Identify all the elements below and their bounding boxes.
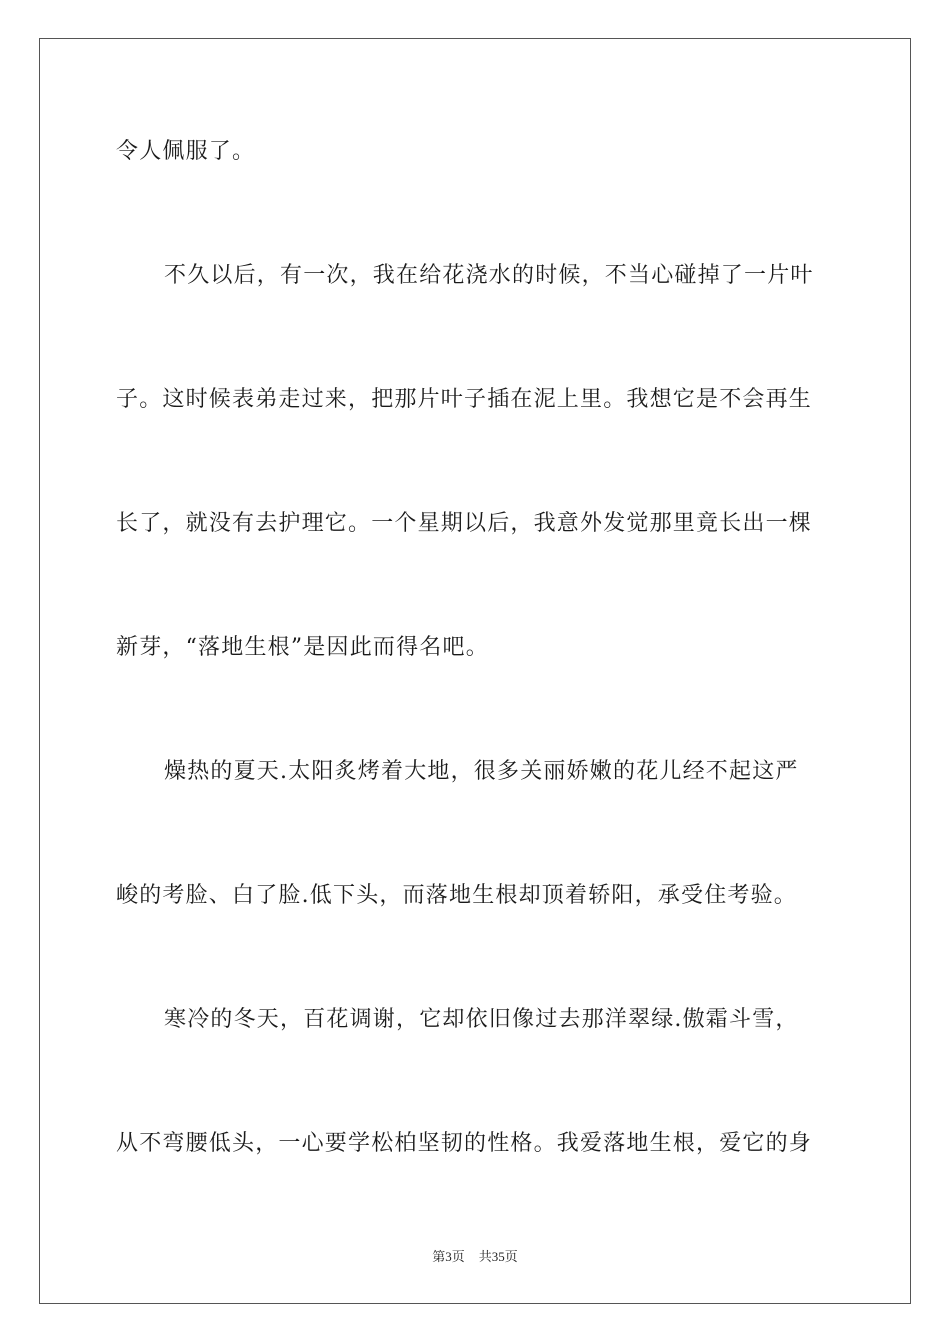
page-border bbox=[39, 38, 911, 1304]
text-line: 长了，就没有去护理它。一个星期以后，我意外发觉那里竟长出一棵 bbox=[116, 511, 813, 536]
text-line: 峻的考脸、白了脸.低下头，而落地生根却顶着轿阳，承受住考验。 bbox=[116, 883, 797, 908]
page-footer bbox=[0, 1248, 950, 1266]
text-line: 新芽，“落地生根”是因此而得名吧。 bbox=[116, 635, 489, 660]
paragraph-start-line: 不久以后，有一次，我在给花浇水的时候，不当心碰掉了一片叶 bbox=[164, 263, 814, 288]
text-line: 子。这时候表弟走过来，把那片叶子插在泥上里。我想它是不会再生 bbox=[116, 387, 813, 412]
paragraph-start-line: 寒冷的冬天，百花调谢，它却依旧像过去那洋翠绿.傲霜斗雪， bbox=[164, 1007, 799, 1032]
page-total: 共35页 bbox=[478, 1249, 518, 1264]
page-number: 第3页 bbox=[432, 1249, 465, 1264]
paragraph-start-line: 燥热的夏天.太阳炙烤着大地，很多关丽娇嫩的花儿经不起这严 bbox=[164, 759, 799, 784]
text-line: 从不弯腰低头，一心要学松柏坚韧的性格。我爱落地生根，爱它的身 bbox=[116, 1131, 813, 1156]
text-line: 令人佩服了。 bbox=[116, 139, 256, 164]
